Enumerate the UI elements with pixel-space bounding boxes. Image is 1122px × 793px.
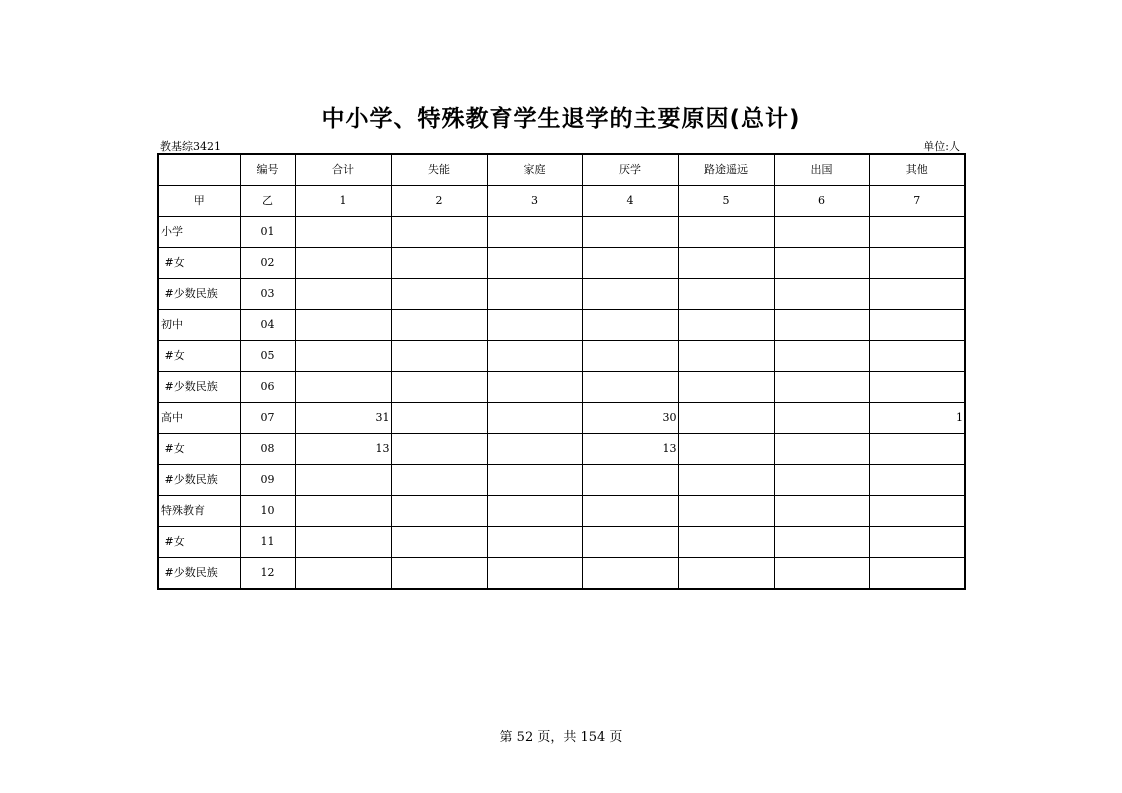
table-row bbox=[158, 434, 965, 465]
row-label: #女 bbox=[158, 434, 240, 465]
value-cell bbox=[678, 279, 774, 310]
value-cell bbox=[295, 248, 391, 279]
statistics-table bbox=[157, 153, 966, 590]
value-cell bbox=[582, 248, 678, 279]
header-cell-label bbox=[158, 154, 240, 186]
value-cell bbox=[487, 558, 582, 590]
value-cell bbox=[295, 310, 391, 341]
value-cell bbox=[774, 403, 869, 434]
row-code: 03 bbox=[240, 279, 295, 310]
row-label: #女 bbox=[158, 527, 240, 558]
table-row bbox=[158, 248, 965, 279]
value-cell bbox=[774, 372, 869, 403]
value-cell: 13 bbox=[582, 434, 678, 465]
header-cell-abroad: 出国 bbox=[774, 154, 869, 186]
value-cell bbox=[295, 372, 391, 403]
row-code: 11 bbox=[240, 527, 295, 558]
value-cell bbox=[487, 310, 582, 341]
value-cell bbox=[678, 434, 774, 465]
index-cell: 6 bbox=[774, 186, 869, 217]
value-cell bbox=[869, 434, 965, 465]
value-cell bbox=[869, 217, 965, 248]
header-cell-aversion: 厌学 bbox=[582, 154, 678, 186]
value-cell: 31 bbox=[295, 403, 391, 434]
value-cell bbox=[487, 465, 582, 496]
row-label: 小学 bbox=[158, 217, 240, 248]
value-cell bbox=[487, 403, 582, 434]
value-cell bbox=[487, 496, 582, 527]
header-cell-disability: 失能 bbox=[391, 154, 487, 186]
page-title: 中小学、特殊教育学生退学的主要原因(总计) bbox=[321, 106, 801, 132]
value-cell: 30 bbox=[582, 403, 678, 434]
value-cell bbox=[774, 279, 869, 310]
value-cell bbox=[391, 558, 487, 590]
value-cell bbox=[295, 465, 391, 496]
value-cell bbox=[295, 279, 391, 310]
value-cell bbox=[391, 465, 487, 496]
value-cell bbox=[678, 248, 774, 279]
value-cell bbox=[774, 248, 869, 279]
row-label: #少数民族 bbox=[158, 279, 240, 310]
page-footer: 第 52 页，共 154 页 bbox=[499, 730, 623, 745]
row-label: #少数民族 bbox=[158, 558, 240, 590]
index-cell: 甲 bbox=[158, 186, 240, 217]
header-cell-code: 编号 bbox=[240, 154, 295, 186]
value-cell bbox=[678, 372, 774, 403]
table-row bbox=[158, 496, 965, 527]
index-cell: 3 bbox=[487, 186, 582, 217]
value-cell bbox=[582, 527, 678, 558]
value-cell bbox=[391, 248, 487, 279]
value-cell bbox=[774, 310, 869, 341]
value-cell bbox=[869, 341, 965, 372]
value-cell bbox=[582, 372, 678, 403]
value-cell bbox=[487, 527, 582, 558]
value-cell bbox=[774, 496, 869, 527]
value-cell bbox=[678, 341, 774, 372]
table-row bbox=[158, 217, 965, 248]
row-label: 初中 bbox=[158, 310, 240, 341]
header-row bbox=[158, 154, 965, 186]
value-cell bbox=[774, 434, 869, 465]
row-code: 12 bbox=[240, 558, 295, 590]
form-code: 教基综3421 bbox=[160, 140, 221, 153]
value-cell bbox=[295, 217, 391, 248]
value-cell bbox=[869, 372, 965, 403]
row-code: 01 bbox=[240, 217, 295, 248]
index-row bbox=[158, 186, 965, 217]
value-cell: 13 bbox=[295, 434, 391, 465]
index-cell: 5 bbox=[678, 186, 774, 217]
table-row bbox=[158, 465, 965, 496]
row-code: 10 bbox=[240, 496, 295, 527]
row-code: 07 bbox=[240, 403, 295, 434]
value-cell bbox=[391, 310, 487, 341]
value-cell: 1 bbox=[869, 403, 965, 434]
row-code: 08 bbox=[240, 434, 295, 465]
value-cell bbox=[391, 496, 487, 527]
value-cell bbox=[774, 217, 869, 248]
value-cell bbox=[582, 310, 678, 341]
table-row bbox=[158, 403, 965, 434]
value-cell bbox=[487, 248, 582, 279]
value-cell bbox=[869, 527, 965, 558]
table-row bbox=[158, 310, 965, 341]
header-cell-total: 合计 bbox=[295, 154, 391, 186]
value-cell bbox=[487, 434, 582, 465]
value-cell bbox=[487, 217, 582, 248]
value-cell bbox=[774, 558, 869, 590]
value-cell bbox=[678, 403, 774, 434]
header-cell-other: 其他 bbox=[869, 154, 965, 186]
index-cell: 2 bbox=[391, 186, 487, 217]
header-cell-distance: 路途遥远 bbox=[678, 154, 774, 186]
value-cell bbox=[869, 279, 965, 310]
value-cell bbox=[774, 465, 869, 496]
index-cell: 4 bbox=[582, 186, 678, 217]
row-label: 高中 bbox=[158, 403, 240, 434]
row-code: 05 bbox=[240, 341, 295, 372]
row-code: 09 bbox=[240, 465, 295, 496]
table-row bbox=[158, 558, 965, 590]
value-cell bbox=[487, 372, 582, 403]
value-cell bbox=[774, 527, 869, 558]
index-cell: 乙 bbox=[240, 186, 295, 217]
value-cell bbox=[391, 279, 487, 310]
value-cell bbox=[678, 527, 774, 558]
table-row bbox=[158, 341, 965, 372]
value-cell bbox=[774, 341, 869, 372]
value-cell bbox=[391, 341, 487, 372]
value-cell bbox=[295, 558, 391, 590]
unit-label: 单位:人 bbox=[923, 140, 960, 153]
row-code: 06 bbox=[240, 372, 295, 403]
value-cell bbox=[869, 465, 965, 496]
index-cell: 7 bbox=[869, 186, 965, 217]
table-row bbox=[158, 372, 965, 403]
table-body bbox=[158, 154, 965, 589]
value-cell bbox=[869, 558, 965, 590]
header-cell-family: 家庭 bbox=[487, 154, 582, 186]
value-cell bbox=[582, 558, 678, 590]
value-cell bbox=[391, 527, 487, 558]
row-label: #女 bbox=[158, 248, 240, 279]
value-cell bbox=[869, 248, 965, 279]
value-cell bbox=[295, 496, 391, 527]
row-label: #少数民族 bbox=[158, 372, 240, 403]
value-cell bbox=[295, 341, 391, 372]
value-cell bbox=[582, 465, 678, 496]
value-cell bbox=[582, 279, 678, 310]
value-cell bbox=[678, 558, 774, 590]
value-cell bbox=[391, 372, 487, 403]
value-cell bbox=[869, 496, 965, 527]
value-cell bbox=[869, 310, 965, 341]
value-cell bbox=[678, 465, 774, 496]
row-label: #女 bbox=[158, 341, 240, 372]
value-cell bbox=[678, 496, 774, 527]
row-label: 特殊教育 bbox=[158, 496, 240, 527]
value-cell bbox=[582, 341, 678, 372]
value-cell bbox=[295, 527, 391, 558]
value-cell bbox=[391, 434, 487, 465]
value-cell bbox=[487, 341, 582, 372]
table-row bbox=[158, 279, 965, 310]
row-code: 02 bbox=[240, 248, 295, 279]
value-cell bbox=[487, 279, 582, 310]
value-cell bbox=[582, 217, 678, 248]
table-row bbox=[158, 527, 965, 558]
row-label: #少数民族 bbox=[158, 465, 240, 496]
value-cell bbox=[582, 496, 678, 527]
row-code: 04 bbox=[240, 310, 295, 341]
value-cell bbox=[391, 403, 487, 434]
value-cell bbox=[678, 217, 774, 248]
value-cell bbox=[678, 310, 774, 341]
index-cell: 1 bbox=[295, 186, 391, 217]
value-cell bbox=[391, 217, 487, 248]
